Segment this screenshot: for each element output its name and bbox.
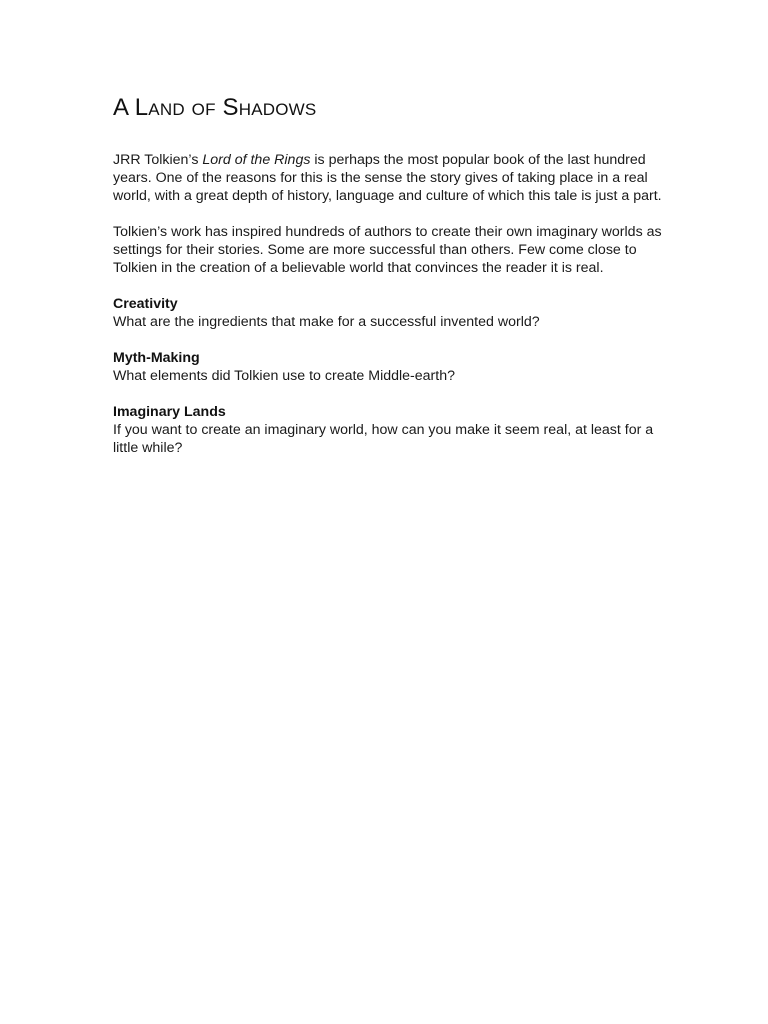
- section-body: If you want to create an imaginary world, how can you make it seem real, at least for a little while?: [113, 422, 654, 456]
- section-body: What elements did Tolkien use to create Middle-earth?: [113, 368, 455, 384]
- section-body: What are the ingredients that make for a successful invented world?: [113, 314, 540, 330]
- section-imaginary-lands: [113, 403, 673, 457]
- page-title: A Land of Shadows: [113, 94, 317, 121]
- intro-paragraph-1: [113, 151, 673, 205]
- section-heading: Creativity: [113, 296, 178, 312]
- intro-paragraph-2: Tolkien’s work has inspired hundreds of authors to create their own imaginary worlds as settings for their stories. Some are more successful than others. Few come close to Tolkien in the creation of a believable world that convinces the reader it is real.: [113, 224, 662, 276]
- section-creativity: [113, 295, 673, 331]
- section-myth-making: [113, 349, 673, 385]
- book-title-italic: Lord of the Rings: [202, 152, 311, 168]
- document-page: [113, 92, 673, 457]
- section-heading: Imaginary Lands: [113, 404, 226, 420]
- intro-p1-lead: JRR Tolkien’s: [113, 152, 203, 168]
- intro-p1-rest: is perhaps the most popular book of the last hundred years. One of the reasons for this is the sense the story gives of taking place in a real world, with a great depth of history, language and culture of which this tale is just a part.: [113, 152, 662, 204]
- section-heading: Myth-Making: [113, 350, 200, 366]
